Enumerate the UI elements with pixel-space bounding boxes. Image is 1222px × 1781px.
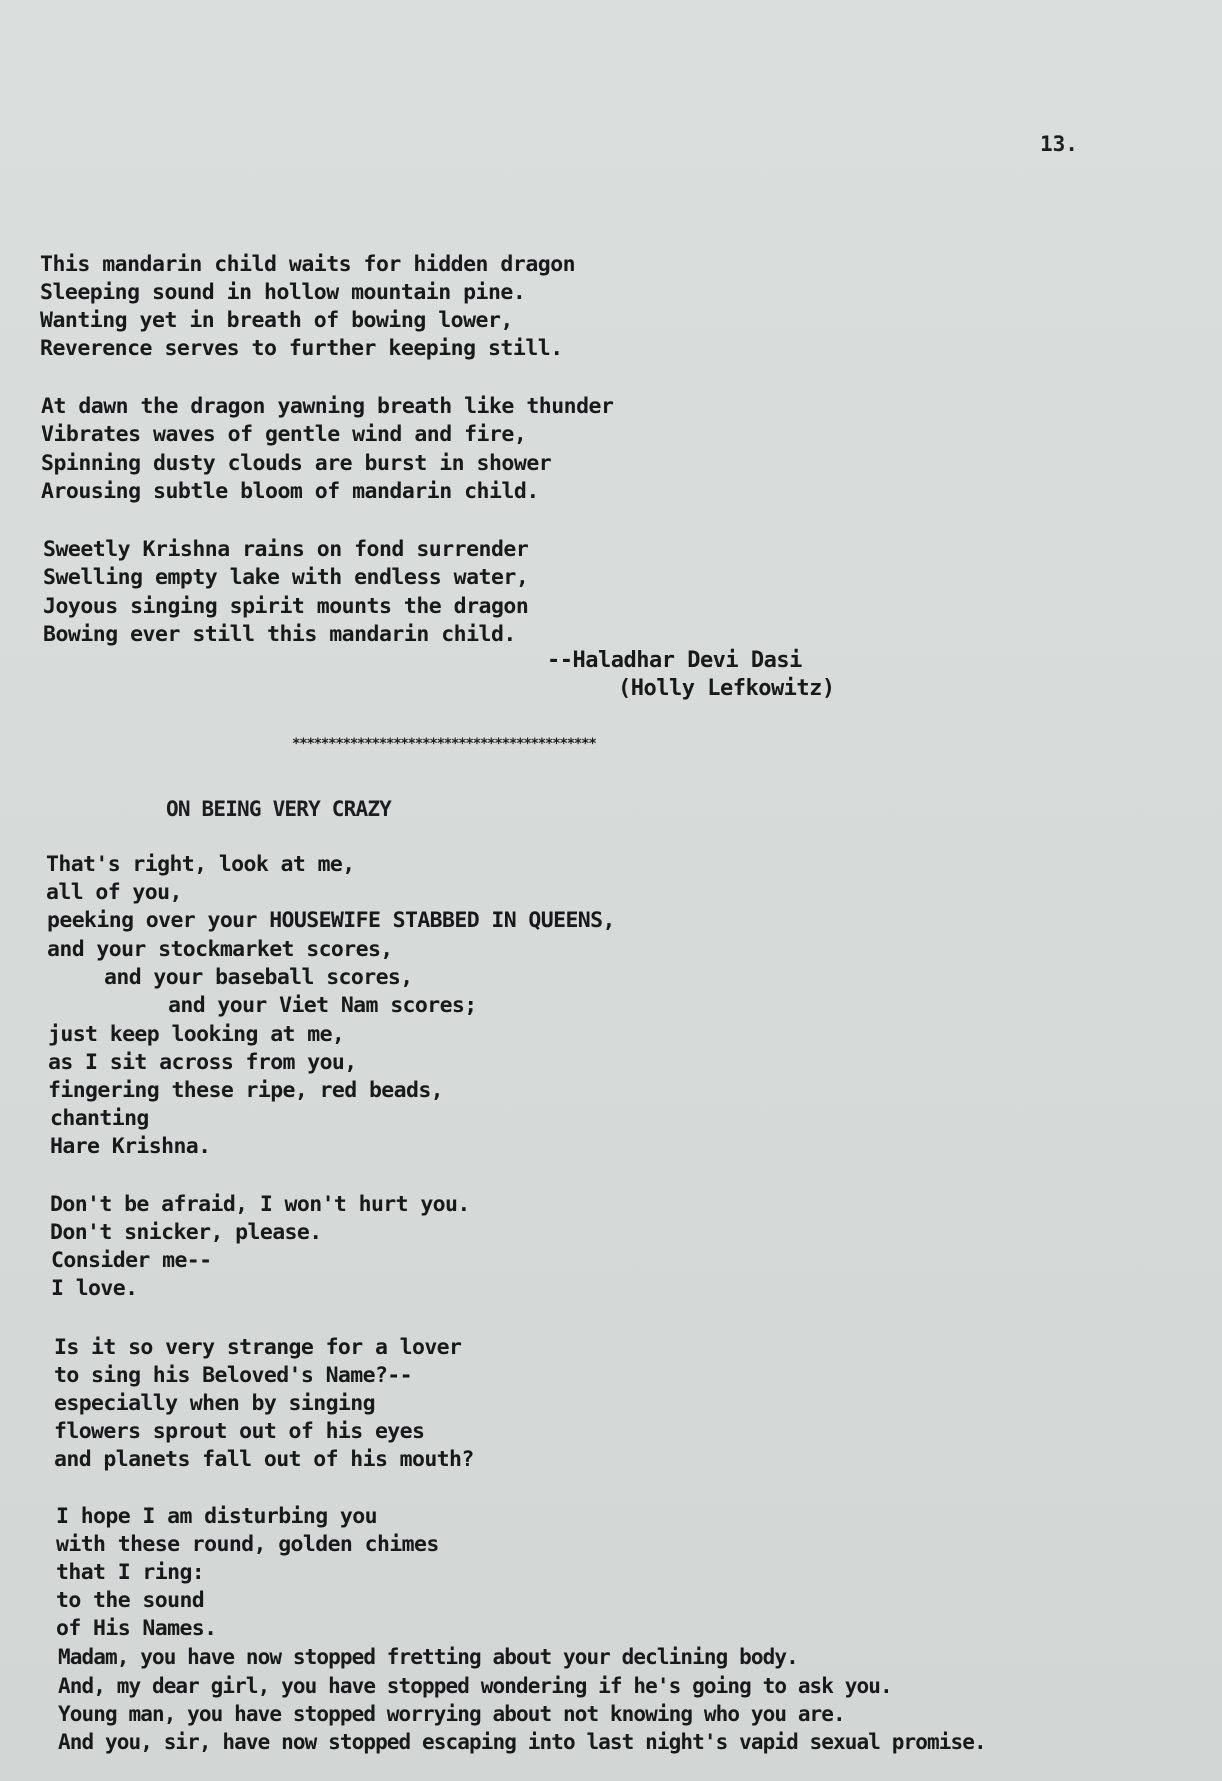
poem2-line: of His Names. [56, 1616, 217, 1641]
poem2-line: especially when by singing [54, 1391, 375, 1416]
poem2-line: to sing his Beloved's Name?-- [54, 1363, 412, 1388]
poem2-line: just keep looking at me, [48, 1022, 345, 1047]
poem2-line: Young man, you have stopped worrying about not knowing who you are. [58, 1702, 845, 1726]
poem1-line: Vibrates waves of gentle wind and fire, [41, 422, 527, 447]
poem2-line: and your Viet Nam scores; [168, 993, 477, 1018]
poem2-line: I love. [51, 1276, 138, 1301]
poem2-line: Hare Krishna. [50, 1134, 211, 1159]
poem2-line: And, my dear girl, you have stopped wondering if he's going to ask you. [58, 1674, 892, 1698]
poem2-line: to the sound [56, 1588, 205, 1613]
poem2-line: Is it so very strange for a lover [54, 1335, 462, 1360]
poem2-line: that I ring: [56, 1560, 205, 1585]
poem2-line: And you, sir, have now stopped escaping into last night's vapid sexual promise. [58, 1730, 986, 1754]
poem2-line: and your stockmarket scores, [47, 937, 393, 962]
poem2-title: ON BEING VERY CRAZY [166, 797, 392, 821]
poem2-line: with these round, golden chimes [56, 1532, 439, 1557]
poem1-line: Sweetly Krishna rains on fond surrender [43, 537, 529, 562]
poem1-line: Swelling empty lake with endless water, [43, 565, 529, 590]
poem1-line: This mandarin child waits for hidden dragon [40, 252, 576, 277]
poem1-line: Spinning dusty clouds are burst in shower [41, 451, 552, 476]
poem2-line: I hope I am disturbing you [56, 1504, 377, 1529]
poem2-line: all of you, [46, 880, 182, 905]
poem2-line: and planets fall out of his mouth? [54, 1447, 474, 1472]
poem2-line: Don't be afraid, I won't hurt you. [50, 1192, 470, 1217]
poem2-line: chanting [50, 1106, 149, 1131]
poem2-line: as I sit across from you, [48, 1050, 357, 1075]
poem1-line: Joyous singing spirit mounts the dragon [43, 594, 529, 619]
poem2-line: fingering these ripe, red beads, [48, 1078, 444, 1103]
poem1-author: --Haladhar Devi Dasi [547, 648, 802, 673]
poem2-line: Consider me-- [51, 1248, 212, 1273]
poem1-line: At dawn the dragon yawning breath like thunder [41, 394, 614, 419]
poem2-line: peeking over your HOUSEWIFE STABBED IN QUEENS, [47, 908, 615, 933]
section-divider: ****************************************** [292, 736, 596, 752]
poem2-line: flowers sprout out of his eyes [54, 1419, 425, 1444]
poem1-line: Arousing subtle bloom of mandarin child. [41, 479, 539, 504]
poem1-line: Sleeping sound in hollow mountain pine. [40, 280, 526, 305]
poem2-line: Don't snicker, please. [50, 1220, 322, 1245]
poem1-author-real-name: (Holly Lefkowitz) [618, 676, 835, 701]
poem2-line: Madam, you have now stopped fretting about your declining body. [58, 1645, 798, 1669]
poem2-line: and your baseball scores, [104, 965, 413, 990]
page-number: 13. [1040, 132, 1078, 156]
poem1-line: Wanting yet in breath of bowing lower, [40, 308, 513, 333]
poem1-line: Bowing ever still this mandarin child. [43, 622, 516, 647]
poem1-line: Reverence serves to further keeping still. [40, 336, 563, 361]
poem2-line: That's right, look at me, [46, 852, 355, 877]
